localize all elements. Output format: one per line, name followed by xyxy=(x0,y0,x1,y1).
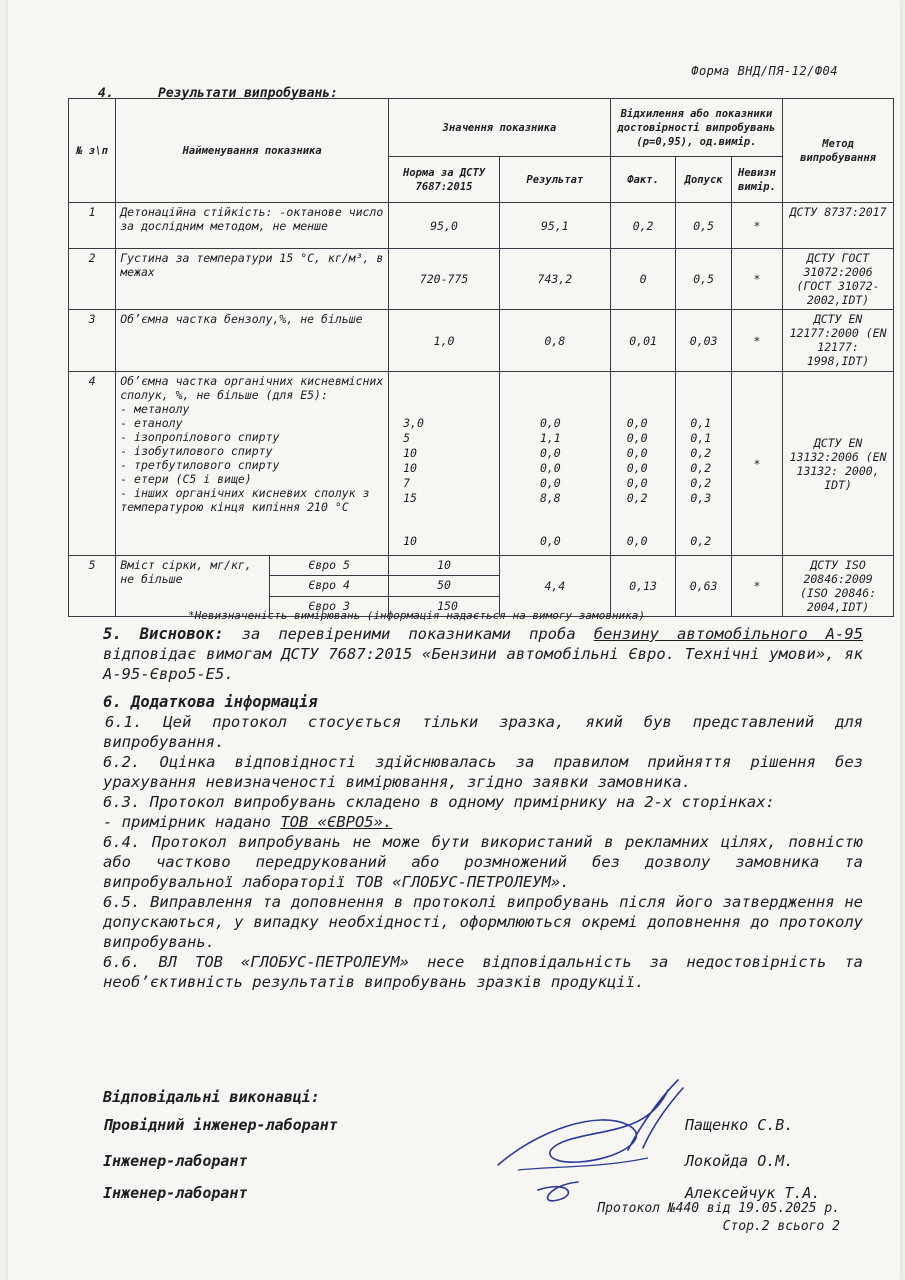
row-fact: 0,13 xyxy=(610,556,676,617)
info-paragraph: 6.1. Цей протокол стосується тільки зразка, який був представлений для випробування. xyxy=(103,713,863,751)
signer-role: Інженер-лаборант xyxy=(103,1184,248,1202)
conclusion-label: 5. Висновок: xyxy=(103,625,224,643)
norm-value: 5 xyxy=(403,431,411,445)
header-value-group: Значення показника xyxy=(389,99,611,157)
row-method: ДСТУ 8737:2017 xyxy=(783,203,894,249)
norm-value: 3,0 xyxy=(403,416,424,430)
fact-value: 0,0 xyxy=(626,476,648,490)
row-norms xyxy=(389,372,500,556)
result-value: 0,0 xyxy=(539,476,561,490)
row-num: 3 xyxy=(69,310,116,372)
row-name xyxy=(116,372,389,556)
row-name: Детонаційна стійкість: -октанове число за дослідним методом, не менше xyxy=(116,203,389,249)
grade-norm: 150 xyxy=(389,596,500,616)
tolerance-value: 0,2 xyxy=(690,534,712,548)
signer-name: Пащенко С.В. xyxy=(685,1116,794,1134)
grade-norm: 10 xyxy=(389,556,500,576)
result-value: 0,0 xyxy=(539,446,561,460)
row-fact: 0,01 xyxy=(610,310,676,372)
table-row xyxy=(69,249,894,310)
row-uncertainty: * xyxy=(731,372,782,556)
signer-name: Локойда О.М. xyxy=(685,1152,794,1170)
header-num: № з\п xyxy=(69,99,116,203)
row-tols xyxy=(676,372,731,556)
row-uncertainty: * xyxy=(731,310,782,372)
result-value: 0,0 xyxy=(539,416,561,430)
protocol-ref: Протокол №440 від 19.05.2025 р. xyxy=(597,1201,840,1216)
result-value: 0,0 xyxy=(539,461,561,475)
row-method: ДСТУ EN 13132:2006 (EN 13132: 2000, IDT) xyxy=(783,372,894,556)
fact-value: 0,0 xyxy=(626,431,648,445)
page-footer xyxy=(597,1200,840,1236)
section-title: Результати випробувань: xyxy=(158,86,339,101)
row-result: 0,8 xyxy=(499,310,610,372)
row-method: ДСТУ ГОСТ 31072:2006 (ГОСТ 31072-2002,IDT) xyxy=(783,249,894,310)
row-name: Густина за температури 15 °С, кг/м³, в межах xyxy=(116,249,389,310)
row-name: Вміст сірки, мг/кг, не більше xyxy=(116,556,270,617)
row-name-item: - ізопропілового спирту xyxy=(120,430,280,444)
row-norm: 720-775 xyxy=(389,249,500,310)
row-name-item: - метанолу xyxy=(120,402,190,416)
row-tolerance: 0,63 xyxy=(676,556,731,617)
page-number: Стор.2 всього 2 xyxy=(722,1219,840,1234)
row-name-head: Об’ємна частка органічних кисневмісних сполук, %, не більше (для Е5): xyxy=(120,374,384,402)
row-fact: 0,2 xyxy=(610,203,676,249)
row-name: Об’ємна частка бензолу,%, не більше xyxy=(116,310,389,372)
fact-value: 0,0 xyxy=(626,446,648,460)
header-result: Результат xyxy=(499,157,610,203)
row-num: 2 xyxy=(69,249,116,310)
row-name-item: - етанолу xyxy=(120,416,183,430)
tolerance-value: 0,3 xyxy=(690,491,712,505)
row-tolerance: 0,5 xyxy=(676,249,731,310)
norm-value: 15 xyxy=(403,491,417,505)
norm-value: 7 xyxy=(403,476,411,490)
row-results xyxy=(499,372,610,556)
row-name-item: - етери (С5 і вище) xyxy=(120,472,252,486)
tolerance-value: 0,1 xyxy=(690,431,712,445)
info-text: - примірник надано xyxy=(103,813,281,831)
row-method: ДСТУ ISO 20846:2009 (ISO 20846: 2004,IDT) xyxy=(783,556,894,617)
info-paragraph: 6.5. Виправлення та доповнення в протоколі випробувань після його затвердження не допускаються, у випадку необхідності, оформлюються окремі доповнення до протоколу випробувань. xyxy=(103,893,863,951)
row-fact: 0 xyxy=(610,249,676,310)
info-paragraph: 6.4. Протокол випробувань не може бути використаний в рекламних цілях, повністю або частково передрукований або розмножений без дозволу замовника та випробувальної лабораторії ТОВ «ГЛОБУС-ПЕТРОЛЕУМ». xyxy=(103,833,863,891)
form-code: Форма ВНД/ПЯ-12/Ф04 xyxy=(691,64,838,78)
tolerance-value: 0,2 xyxy=(690,476,712,490)
table-row xyxy=(69,203,894,249)
row-method: ДСТУ EN 12177:2000 (EN 12177: 1998,IDT) xyxy=(783,310,894,372)
row-tolerance: 0,5 xyxy=(676,203,731,249)
grade-label: Євро 4 xyxy=(270,576,389,596)
row-num: 1 xyxy=(69,203,116,249)
grade-label: Євро 5 xyxy=(270,556,389,576)
row-result: 95,1 xyxy=(499,203,610,249)
row-norm: 1,0 xyxy=(389,310,500,372)
header-tolerance: Допуск xyxy=(676,157,731,203)
grade-label: Євро 3 xyxy=(270,596,389,616)
document-page xyxy=(8,0,900,1280)
handwritten-signature xyxy=(478,1070,708,1210)
tolerance-value: 0,2 xyxy=(690,461,712,475)
result-value: 0,0 xyxy=(539,534,561,548)
table-row xyxy=(69,372,894,556)
table-row xyxy=(69,556,894,576)
conclusion-product: бензину автомобільного А-95 xyxy=(593,625,864,643)
section-6-title: 6. Додаткова інформація xyxy=(103,693,318,711)
conclusion xyxy=(103,624,863,684)
row-num: 5 xyxy=(69,556,116,617)
result-value: 8,8 xyxy=(539,491,561,505)
row-result: 4,4 xyxy=(499,556,610,617)
row-uncertainty: * xyxy=(731,556,782,617)
signer-role: Інженер-лаборант xyxy=(103,1152,248,1170)
header-name: Найменування показника xyxy=(116,99,389,203)
info-paragraph: 6.6. ВЛ ТОВ «ГЛОБУС-ПЕТРОЛЕУМ» несе відповідальність за недостовірність та необ’єктивність результатів випробувань зразків продукції. xyxy=(103,953,863,991)
signer-role: Провідний інженер-лаборант xyxy=(103,1116,338,1134)
row-facts xyxy=(610,372,676,556)
row-uncertainty: * xyxy=(731,249,782,310)
fact-value: 0,2 xyxy=(626,491,648,505)
tolerance-value: 0,2 xyxy=(690,446,712,460)
conclusion-text: за перевіреними показниками проба xyxy=(223,625,594,643)
header-uncertainty: Невизн вимір. xyxy=(731,157,782,203)
table-row xyxy=(69,310,894,372)
norm-value: 10 xyxy=(403,534,417,548)
fact-value: 0,0 xyxy=(626,461,648,475)
row-num: 4 xyxy=(69,372,116,556)
header-norm: Норма за ДСТУ 7687:2015 xyxy=(389,157,500,203)
row-name-item: - інших органічних кисневих сполук з температурою кінця кипіння 210 °С xyxy=(120,486,370,514)
info-paragraph: 6.2. Оцінка відповідності здійснювалась за правилом прийняття рішення без урахування невизначеності вимірювання, згідно заявки замовника. xyxy=(103,753,863,791)
body-text xyxy=(103,624,863,992)
header-fact: Факт. xyxy=(610,157,676,203)
conclusion-text: відповідає вимогам ДСТУ 7687:2015 «Бензини автомобільні Євро. Технічні умови», як А-95-Євро5-Е5. xyxy=(103,645,863,683)
row-name-item: - третбутилового спирту xyxy=(120,458,280,472)
header-method: Метод випробування xyxy=(783,99,894,203)
grade-norm: 50 xyxy=(389,576,500,596)
table-footnote: *Невизначеність вимірювань (інформація надається на вимогу замовника) xyxy=(188,609,645,622)
row-uncertainty: * xyxy=(731,203,782,249)
tolerance-value: 0,1 xyxy=(690,416,712,430)
row-name-item: - ізобутилового спирту xyxy=(120,444,273,458)
norm-value: 10 xyxy=(403,461,417,475)
info-paragraph xyxy=(103,812,863,832)
signers-title: Відповідальні виконавці: xyxy=(103,1088,320,1106)
fact-value: 0,0 xyxy=(626,534,648,548)
signer-name: Алексейчук Т.А. xyxy=(685,1184,821,1202)
header-deviation-group: Відхилення або показники достовірності випробувань (р=0,95), од.вимір. xyxy=(610,99,782,157)
result-value: 1,1 xyxy=(539,431,561,445)
row-tolerance: 0,03 xyxy=(676,310,731,372)
info-paragraph: 6.3. Протокол випробувань складено в одному примірнику на 2-х сторінках: xyxy=(103,793,775,811)
results-table xyxy=(68,98,894,617)
row-result: 743,2 xyxy=(499,249,610,310)
row-norm: 95,0 xyxy=(389,203,500,249)
norm-value: 10 xyxy=(403,446,417,460)
section-number: 4. xyxy=(98,86,114,101)
fact-value: 0,0 xyxy=(626,416,648,430)
info-recipient: ТОВ «ЄВРО5». xyxy=(280,813,393,831)
